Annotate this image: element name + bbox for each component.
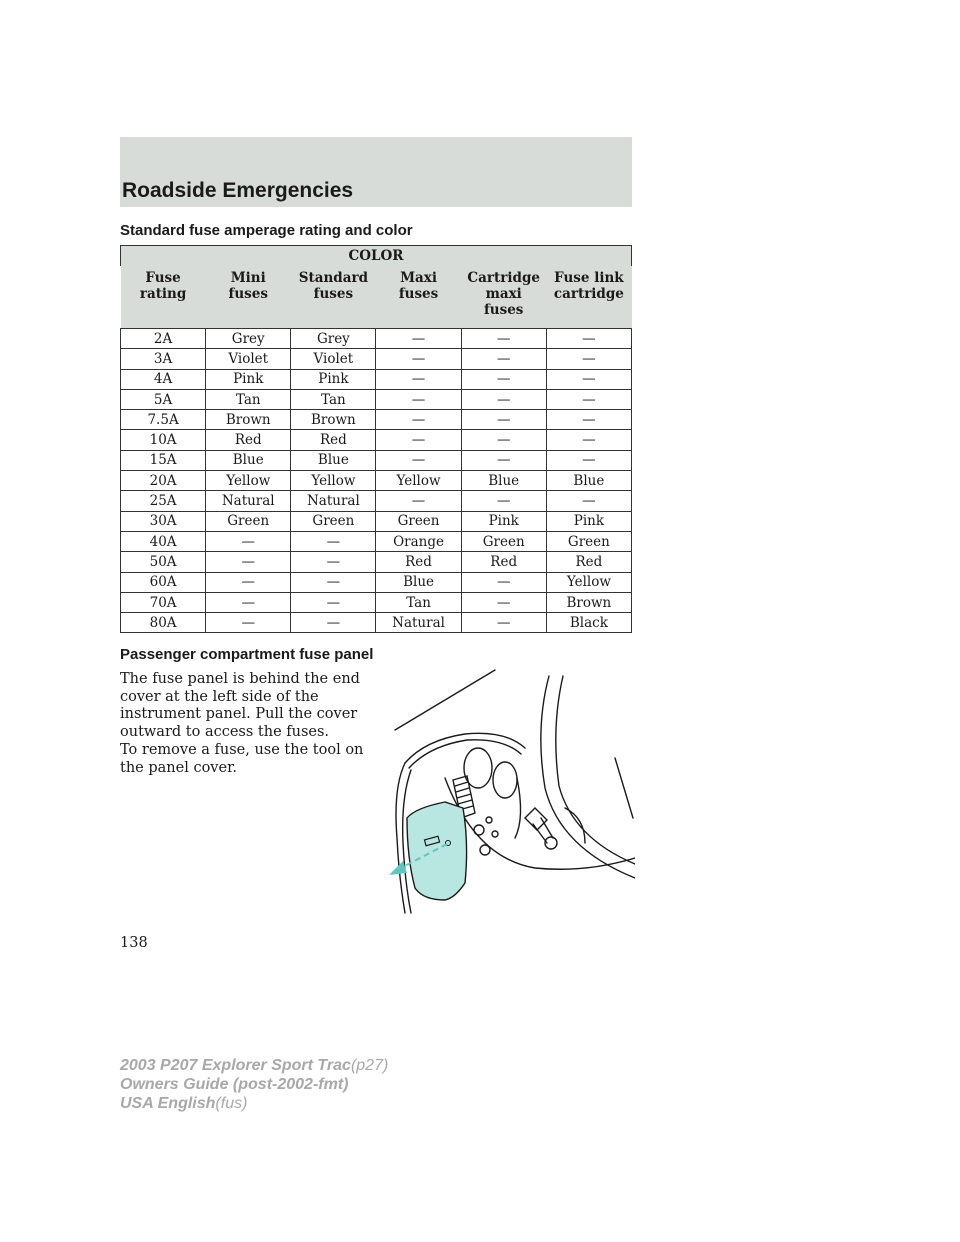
column-header-line: Mini [230,270,266,286]
table-cell: — [206,552,291,572]
section-title: Roadside Emergencies [122,179,354,202]
table-cell: — [461,613,546,633]
table-cell: — [461,450,546,470]
table-cell: — [376,389,461,409]
table-cell: — [461,572,546,592]
table-cell: — [461,349,546,369]
table-cell: Blue [461,471,546,491]
table-cell: Tan [291,389,376,409]
column-header-line: cartridge [553,286,624,302]
footer-guide: Owners Guide (post-2002-fmt) [120,1076,349,1093]
column-header-line: fuses [483,302,524,318]
table-cell: 10A [121,430,206,450]
table-cell: Red [291,430,376,450]
table-cell: — [546,369,631,389]
table-cell: Natural [291,491,376,511]
table-cell: 7.5A [121,410,206,430]
table-row [121,369,632,389]
table-cell: 5A [121,389,206,409]
fuse-color-table [120,245,632,633]
table-cell: — [461,592,546,612]
table-cell: — [206,531,291,551]
table-cell: Black [546,613,631,633]
table-cell: 15A [121,450,206,470]
passenger-panel-heading: Passenger compartment fuse panel [120,646,374,663]
table-cell: — [546,450,631,470]
instruction-paragraph: To remove a fuse, use the tool on the panel cover. [120,742,364,776]
table-cell: — [546,410,631,430]
page-number: 138 [120,935,148,951]
table-cell: — [291,592,376,612]
table-cell: Pink [291,369,376,389]
footer-vehicle-code: (p27) [350,1057,389,1074]
table-cell: — [461,389,546,409]
table-cell: — [206,613,291,633]
table-cell: 80A [121,613,206,633]
table-row [121,592,632,612]
column-header-line: maxi [485,286,522,302]
table-cell: Blue [206,450,291,470]
column-header [461,266,546,329]
table-cell: Violet [206,349,291,369]
table-cell: Natural [376,613,461,633]
table-row [121,491,632,511]
table-cell: Yellow [546,572,631,592]
fuse-table-heading: Standard fuse amperage rating and color [120,222,413,239]
table-row [121,430,632,450]
table-cell: Red [461,552,546,572]
table-cell: — [376,349,461,369]
table-cell: — [376,329,461,349]
table-cell: — [376,491,461,511]
color-group-header: COLOR [121,246,632,267]
table-cell: — [461,430,546,450]
table-row [121,471,632,491]
column-header-line: fuses [313,286,354,302]
table-cell: Red [376,552,461,572]
table-cell: — [461,491,546,511]
table-cell: Brown [291,410,376,430]
table-row [121,349,632,369]
table-cell: Green [461,531,546,551]
table-cell: Red [206,430,291,450]
column-header-line: Fuse [145,270,181,286]
table-cell: — [546,491,631,511]
table-cell: — [376,450,461,470]
table-cell: — [461,410,546,430]
table-row [121,450,632,470]
table-row [121,552,632,572]
table-cell: — [546,349,631,369]
column-header-line: fuses [398,286,439,302]
column-header-line: Standard [298,270,369,286]
document-footer [120,1056,388,1113]
table-cell: — [291,531,376,551]
table-cell: Green [546,531,631,551]
table-cell: Yellow [291,471,376,491]
table-cell: — [546,329,631,349]
table-cell: Pink [206,369,291,389]
table-cell: Violet [291,349,376,369]
table-row [121,531,632,551]
table-cell: Green [291,511,376,531]
table-cell: Green [206,511,291,531]
table-cell: 20A [121,471,206,491]
table-cell: — [461,329,546,349]
table-row [121,410,632,430]
table-cell: — [291,613,376,633]
table-cell: — [376,410,461,430]
table-cell: 30A [121,511,206,531]
column-header-line: Cartridge [467,270,540,286]
table-cell: 25A [121,491,206,511]
table-row [121,389,632,409]
table-row [121,613,632,633]
table-cell: Grey [206,329,291,349]
table-row [121,572,632,592]
table-cell: 60A [121,572,206,592]
column-header [376,266,461,329]
table-cell: 3A [121,349,206,369]
table-cell: — [376,430,461,450]
table-cell: Brown [546,592,631,612]
table-cell: Red [546,552,631,572]
column-header-line: fuses [228,286,268,302]
table-cell: — [291,552,376,572]
table-cell: Orange [376,531,461,551]
table-cell: Green [376,511,461,531]
instruction-paragraph: The fuse panel is behind the end cover at the left side of the instrument panel. Pull the cover outward to access the fuses. [120,671,360,740]
table-cell: Tan [206,389,291,409]
table-cell: Yellow [206,471,291,491]
table-cell: Pink [546,511,631,531]
table-cell: Tan [376,592,461,612]
table-cell: Pink [461,511,546,531]
table-row [121,511,632,531]
column-header-line: Maxi [400,270,437,286]
footer-language: USA English [120,1095,216,1112]
table-cell: Natural [206,491,291,511]
column-header [206,266,291,329]
table-cell: Blue [376,572,461,592]
column-header-line: rating [139,286,187,302]
instrument-panel-fuse-cover-illustration [385,668,635,918]
column-header [291,266,376,329]
column-header [546,266,631,329]
table-row [121,329,632,349]
table-cell: — [206,592,291,612]
column-header [121,266,206,329]
table-cell: — [376,369,461,389]
table-cell: — [461,369,546,389]
column-header-line: Fuse link [554,270,624,286]
table-cell: Yellow [376,471,461,491]
table-cell: 4A [121,369,206,389]
table-cell: — [546,430,631,450]
table-cell: 50A [121,552,206,572]
footer-language-code: (fus) [215,1095,248,1112]
table-cell: Blue [546,471,631,491]
table-cell: — [206,572,291,592]
footer-vehicle: 2003 P207 Explorer Sport Trac [120,1057,351,1074]
table-cell: 2A [121,329,206,349]
table-cell: Blue [291,450,376,470]
table-cell: 40A [121,531,206,551]
table-cell: — [291,572,376,592]
table-cell: Brown [206,410,291,430]
table-cell: Grey [291,329,376,349]
table-cell: — [546,389,631,409]
table-cell: 70A [121,592,206,612]
